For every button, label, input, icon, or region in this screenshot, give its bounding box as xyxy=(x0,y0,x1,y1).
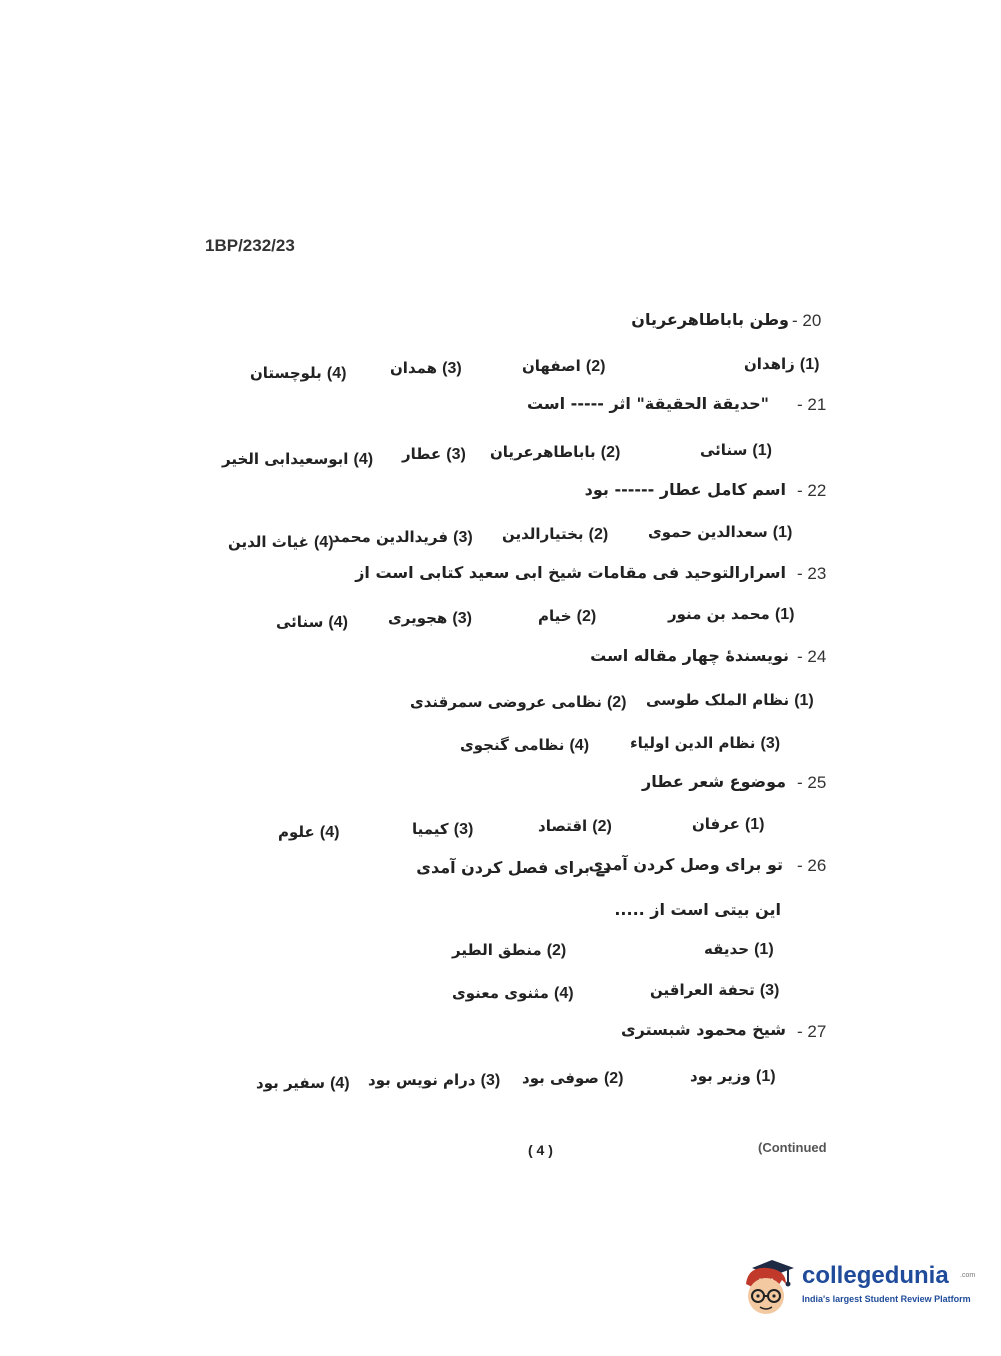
question-number: - 24 xyxy=(797,647,827,666)
option-2: منطق الطیر (2) xyxy=(452,941,567,959)
option-3: تحفة العراقین (3) xyxy=(650,981,780,999)
option-1: عرفان (1) xyxy=(692,815,765,833)
option-3: کیمیا (3) xyxy=(412,820,474,838)
option-4: علوم (4) xyxy=(278,823,340,841)
option-1: محمد بن منور (1) xyxy=(668,605,795,623)
option-4: سنائی (4) xyxy=(276,613,348,631)
question-number: - 22 xyxy=(797,481,827,500)
option-1: زاهدان (1) xyxy=(744,355,820,373)
option-4: بلوچستان (4) xyxy=(250,364,347,382)
question-text: شیخ محمود شبستری xyxy=(620,1020,786,1039)
question-text: "حدیقة الحقیقة" اثر ----- است xyxy=(526,394,769,413)
option-1: سنائی (1) xyxy=(700,441,772,459)
option-4: غیاث الدین (4) xyxy=(228,533,334,551)
option-4: سفیر بود (4) xyxy=(256,1074,350,1092)
continued-label: (Continued xyxy=(758,1140,827,1155)
question-number: - 25 xyxy=(797,773,827,792)
option-3: همدان (3) xyxy=(390,359,462,377)
question-number: - 23 xyxy=(797,564,827,583)
question-text: نویسندهٔ چهار مقاله است xyxy=(590,646,789,665)
brand-domain: .com xyxy=(960,1272,976,1279)
option-3: درام نویس بود (3) xyxy=(368,1071,501,1089)
brand-name: collegedunia xyxy=(802,1262,949,1289)
option-2: نظامی عروضی سمرقندی (2) xyxy=(410,693,627,711)
mascot-icon xyxy=(738,1250,800,1320)
option-1: حدیقه (1) xyxy=(704,940,774,958)
option-3: عطار (3) xyxy=(402,445,466,463)
option-4: ابوسعیدابی الخیر (4) xyxy=(222,450,374,468)
option-2: صوفی بود (2) xyxy=(522,1069,624,1087)
question-number: - 27 xyxy=(797,1022,827,1041)
question-text: موضوع شعر عطار xyxy=(642,772,786,791)
option-3: نظام الدین اولیاء (3) xyxy=(630,734,781,752)
option-2: اقتصاد (2) xyxy=(538,817,612,835)
option-4: مثنوی معنوی (4) xyxy=(452,984,574,1002)
question-text: اسم کامل عطار ------ بود xyxy=(584,480,786,499)
option-2: بختیارالدین (2) xyxy=(502,525,609,543)
question-text: تو برای وصل کردن آمدی xyxy=(588,855,783,874)
paper-code: 1BP/232/23 xyxy=(205,236,295,255)
question-text: وطن باباطاهرعریان xyxy=(631,310,789,329)
option-2: باباطاهرعریان (2) xyxy=(490,443,621,461)
option-3: هجویری (3) xyxy=(388,609,472,627)
question-text: اسرارالتوحید فی مقامات شیخ ابی سعید کتابی است از xyxy=(355,563,786,582)
page-number: ( 4 ) xyxy=(528,1142,553,1158)
option-4: نظامی گنجوی (4) xyxy=(460,736,590,754)
collegedunia-logo xyxy=(738,1250,978,1320)
option-2: خیام (2) xyxy=(538,607,597,625)
question-text-line2: نے برای فصل کردن آمدی xyxy=(416,858,611,877)
option-1: وزیر بود (1) xyxy=(690,1067,776,1085)
question-number: - 21 xyxy=(797,395,827,414)
question-number: - 26 xyxy=(797,856,827,875)
option-2: اصفهان (2) xyxy=(522,357,606,375)
option-1: سعدالدین حموی (1) xyxy=(648,523,793,541)
option-3: فریدالدین محمد (3) xyxy=(332,528,473,546)
option-1: نظام الملک طوسی (1) xyxy=(646,691,814,709)
question-number: - 20 xyxy=(792,311,822,330)
brand-tagline: India's largest Student Review Platform xyxy=(802,1294,971,1304)
question-text-line3: این بیتی است از ..... xyxy=(614,900,781,919)
